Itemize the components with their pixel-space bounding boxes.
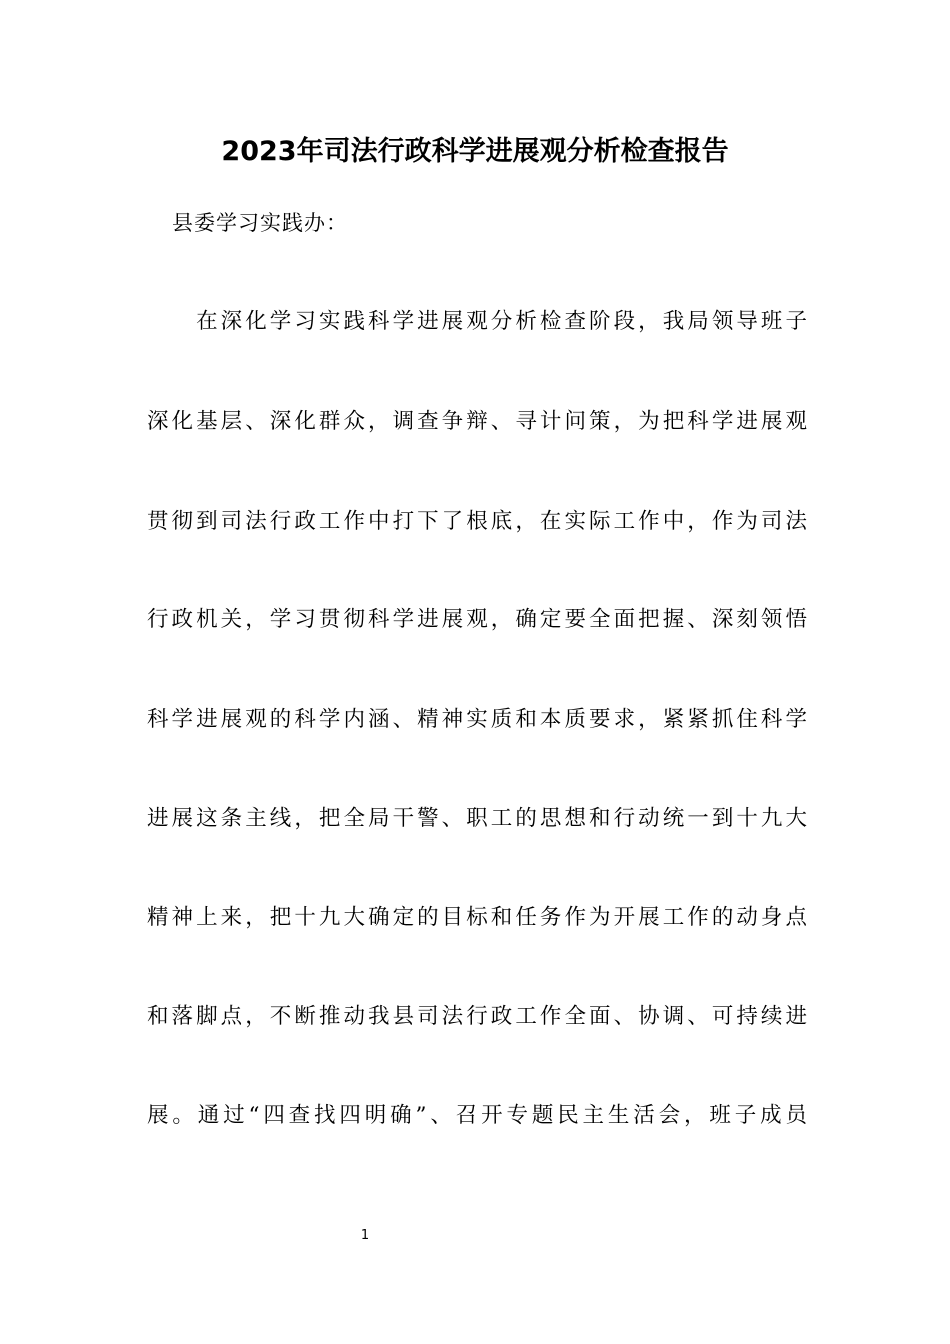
document-title: 2023年司法行政科学进展观分析检查报告 [221,136,729,167]
body-line: 在深化学习实践科学进展观分析检查阶段，我局领导班子 [147,309,807,334]
body-line: 展。通过“四查找四明确”、召开专题民主生活会，班子成员 [147,1103,807,1128]
body-line: 深化基层、深化群众，调查争辩、寻计问策，为把科学进展观 [147,409,807,434]
page-number: 1 [360,1228,370,1243]
body-line: 贯彻到司法行政工作中打下了根底，在实际工作中，作为司法 [147,509,807,534]
body-line: 进展这条主线，把全局干警、职工的思想和行动统一到十九大 [147,806,807,831]
salutation: 县委学习实践办： [172,211,348,235]
body-line: 行政机关，学习贯彻科学进展观，确定要全面把握、深刻领悟 [147,607,807,632]
body-line: 精神上来，把十九大确定的目标和任务作为开展工作的动身点 [147,905,807,930]
body-line: 和落脚点，不断推动我县司法行政工作全面、协调、可持续进 [147,1004,807,1029]
body-line: 科学进展观的科学内涵、精神实质和本质要求，紧紧抓住科学 [147,707,807,732]
